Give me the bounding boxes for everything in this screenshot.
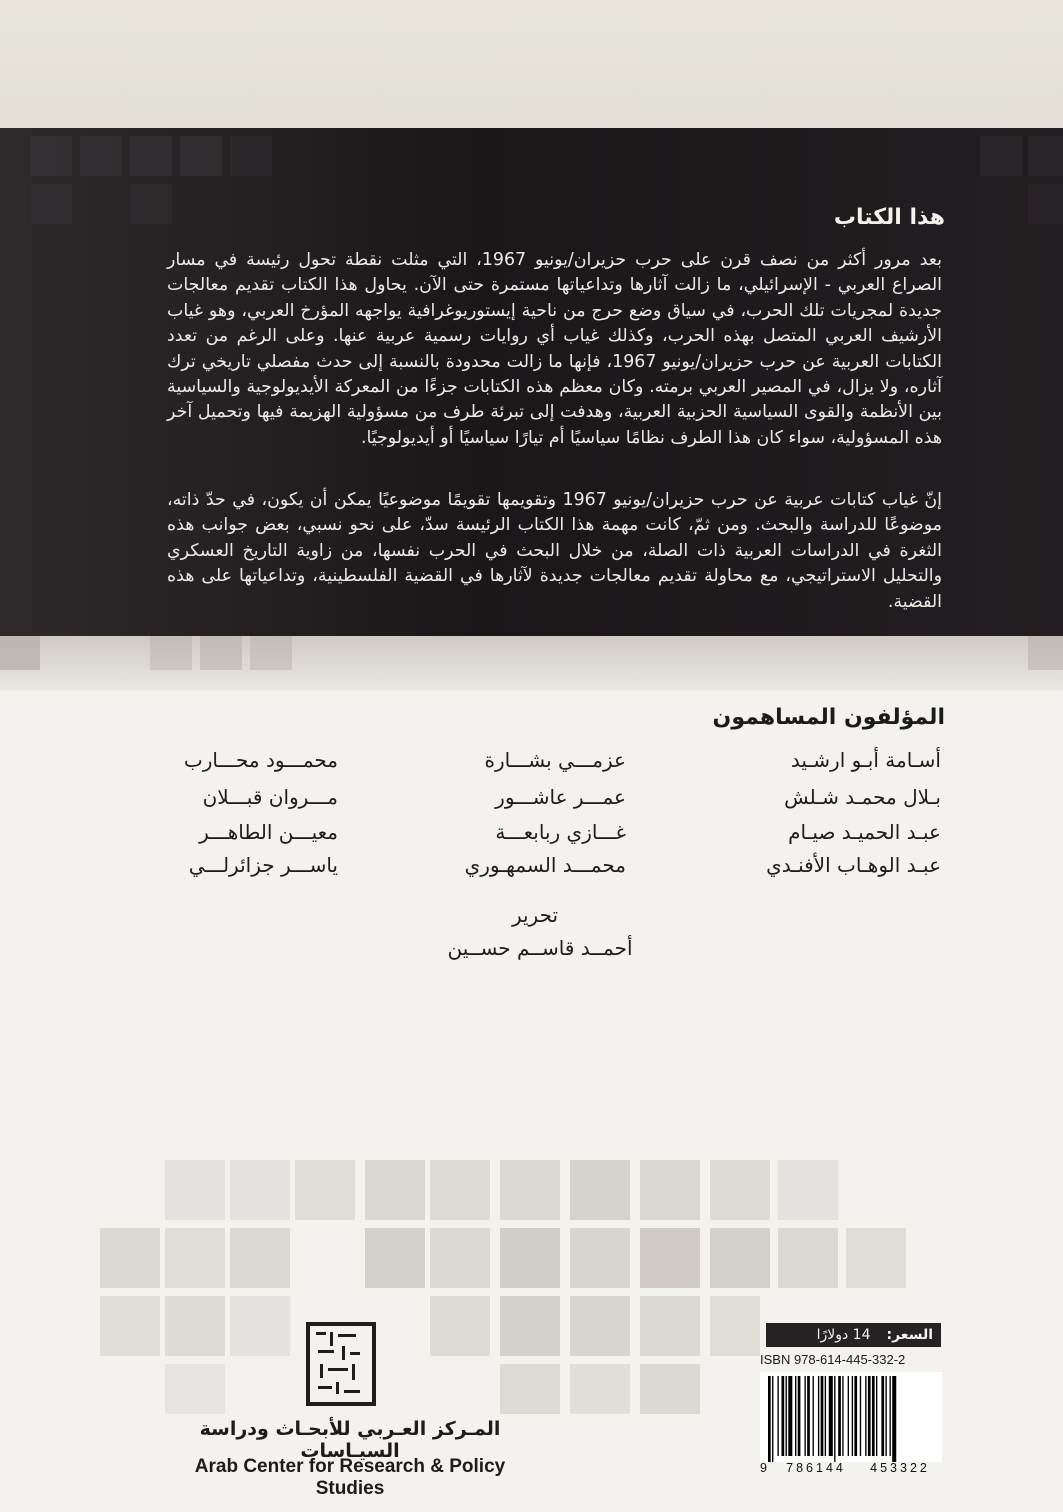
contributor-name: عبـد الوهـاب الأفنـدي	[766, 853, 941, 877]
price-label: السعر:	[886, 1327, 933, 1343]
contributor-name: محمـــد السمهـوري	[464, 853, 626, 877]
barcode-bar	[807, 1376, 810, 1456]
contributor-name: ياســـر جزائرلـــي	[188, 853, 338, 877]
barcode-bar	[818, 1376, 819, 1456]
barcode-bar	[885, 1376, 886, 1456]
isbn-number: ISBN 978-614-445-332-2	[760, 1352, 906, 1367]
price-badge	[766, 1323, 941, 1347]
contributors-title: المؤلفون المساهمون	[712, 705, 945, 730]
barcode-bar	[829, 1376, 833, 1456]
contributor-name: مـــروان قبـــلان	[202, 785, 338, 809]
barcode-bar	[865, 1376, 866, 1456]
barcode-bar	[777, 1376, 778, 1456]
barcode-bar	[804, 1376, 805, 1456]
barcode-bar	[852, 1376, 853, 1456]
publisher-name-english: Arab Center for Research & Policy Studies	[194, 1456, 506, 1499]
barcode-bar	[848, 1376, 849, 1456]
editor-label: تحرير	[511, 903, 559, 927]
contributor-name: غـــازي ربابعـــة	[495, 820, 626, 844]
top-cover-band	[0, 0, 1063, 128]
barcode-bar	[821, 1376, 824, 1456]
barcode-digit-group: 786144	[786, 1461, 846, 1475]
barcode-bar	[782, 1376, 785, 1456]
publisher-name-arabic: المـركز العـربي للأبحـاث ودراسة السيـاسات	[199, 1418, 501, 1462]
barcode-digits	[760, 1461, 942, 1475]
contributor-name: أسـامة أبـو ارشـيد	[790, 748, 941, 772]
barcode-bar	[868, 1376, 871, 1456]
about-title: هذا الكتاب	[833, 205, 945, 230]
contributor-name: عزمـــي بشـــارة	[484, 748, 626, 772]
barcode-bar	[825, 1376, 826, 1456]
barcode-bar	[772, 1376, 773, 1462]
barcode-bar	[768, 1376, 771, 1462]
barcode-bar	[834, 1376, 835, 1462]
barcode-bar	[813, 1376, 814, 1456]
barcode-bar	[854, 1376, 857, 1456]
barcode-digit-group: 9	[760, 1461, 767, 1475]
about-paragraph-2: إنّ غياب كتابات عربية عن حرب حزيران/يونيو 1967 وتقويمها تقويمًا موضوعيًا يمكن أن يكون، في حدّ ذاته، موضوعًا للدراسة والبحث. ومن ثمّ، كانت مهمة هذا الكتاب الرئيسة سدّ، على نحو نسبي، بعض جوانب هذه الثغرة في الدراسات العربية ذات الصلة، من خلال البحث في الحرب نفسها، من زاوية التاريخ العسكري والتحليل الاستراتيجي، مع محاولة تقديم معالجات جديدة لآثارها في القضية الفلسطينية، وتداعياتها على هذه القضية.	[167, 490, 942, 612]
contributor-name: بـلال محمـد شـلش	[784, 785, 941, 809]
barcode-bar	[838, 1376, 841, 1456]
contributor-name: عمـــر عاشـــور	[495, 785, 626, 809]
price-value: 14 دولارًا	[816, 1327, 871, 1343]
contributor-name: محمـــود محـــارب	[183, 748, 338, 772]
barcode-bar	[872, 1376, 875, 1456]
barcode-image	[760, 1372, 942, 1462]
barcode-bar	[890, 1376, 891, 1456]
barcode-bar	[788, 1376, 792, 1456]
barcode-bar	[881, 1376, 884, 1456]
barcode-bar	[842, 1376, 843, 1456]
editor-name: أحمــد قاســم حســين	[447, 936, 633, 960]
barcode-bar	[786, 1376, 787, 1456]
barcode-bar	[795, 1376, 796, 1456]
barcode-bar	[798, 1376, 801, 1456]
barcode-bar	[860, 1376, 861, 1456]
barcode-bar	[892, 1376, 896, 1462]
about-paragraph-1: بعد مرور أكثر من نصف قرن على حرب حزيران/يونيو 1967، التي مثلت نقطة تحول رئيسة في مسار الصراع العربي - الإسرائيلي، ما زالت آثارها وتداعياتها مستمرة حتى الآن. يحاول هذا الكتاب تقديم معالجات جديدة لمجريات تلك الحرب، في سياق وضع حرج من ناحية إيستوريوغرافية يواجهه المؤرخ العربي، وهو غياب الأرشيف العربي المتصل بهذه الحرب، وكذلك غياب أي روايات رسمية عربية عنها. وعلى الرغم من تعدد الكتابات العربية عن حرب حزيران/يونيو 1967، فإنها ما زالت محدودة بالنسبة إلى حدث مفصلي تاريخي ترك آثاره، ولا يزال، في المصير العربي برمته. وكان معظم هذه الكتابات جزءًا من المعركة الأيديولوجية والسياسية بين الأنظمة والقوى السياسية الحزبية العربية، وهدفت إلى تبرئة طرف من مسؤولية الهزيمة فيها وتحميل آخر هذه المسؤولية، سواء كان هذا الطرف نظامًا سياسيًا أم تيارًا سياسيًا أو أيديولوجيًا.	[167, 250, 942, 448]
barcode-bar	[876, 1376, 877, 1456]
about-book-panel	[0, 128, 1063, 636]
barcode-digit-group: 453322	[870, 1461, 930, 1475]
contributor-name: معيـــن الطاهـــر	[199, 820, 338, 844]
publisher-logo	[306, 1322, 376, 1406]
contributor-name: عبـد الحميـد صيـام	[788, 820, 941, 844]
